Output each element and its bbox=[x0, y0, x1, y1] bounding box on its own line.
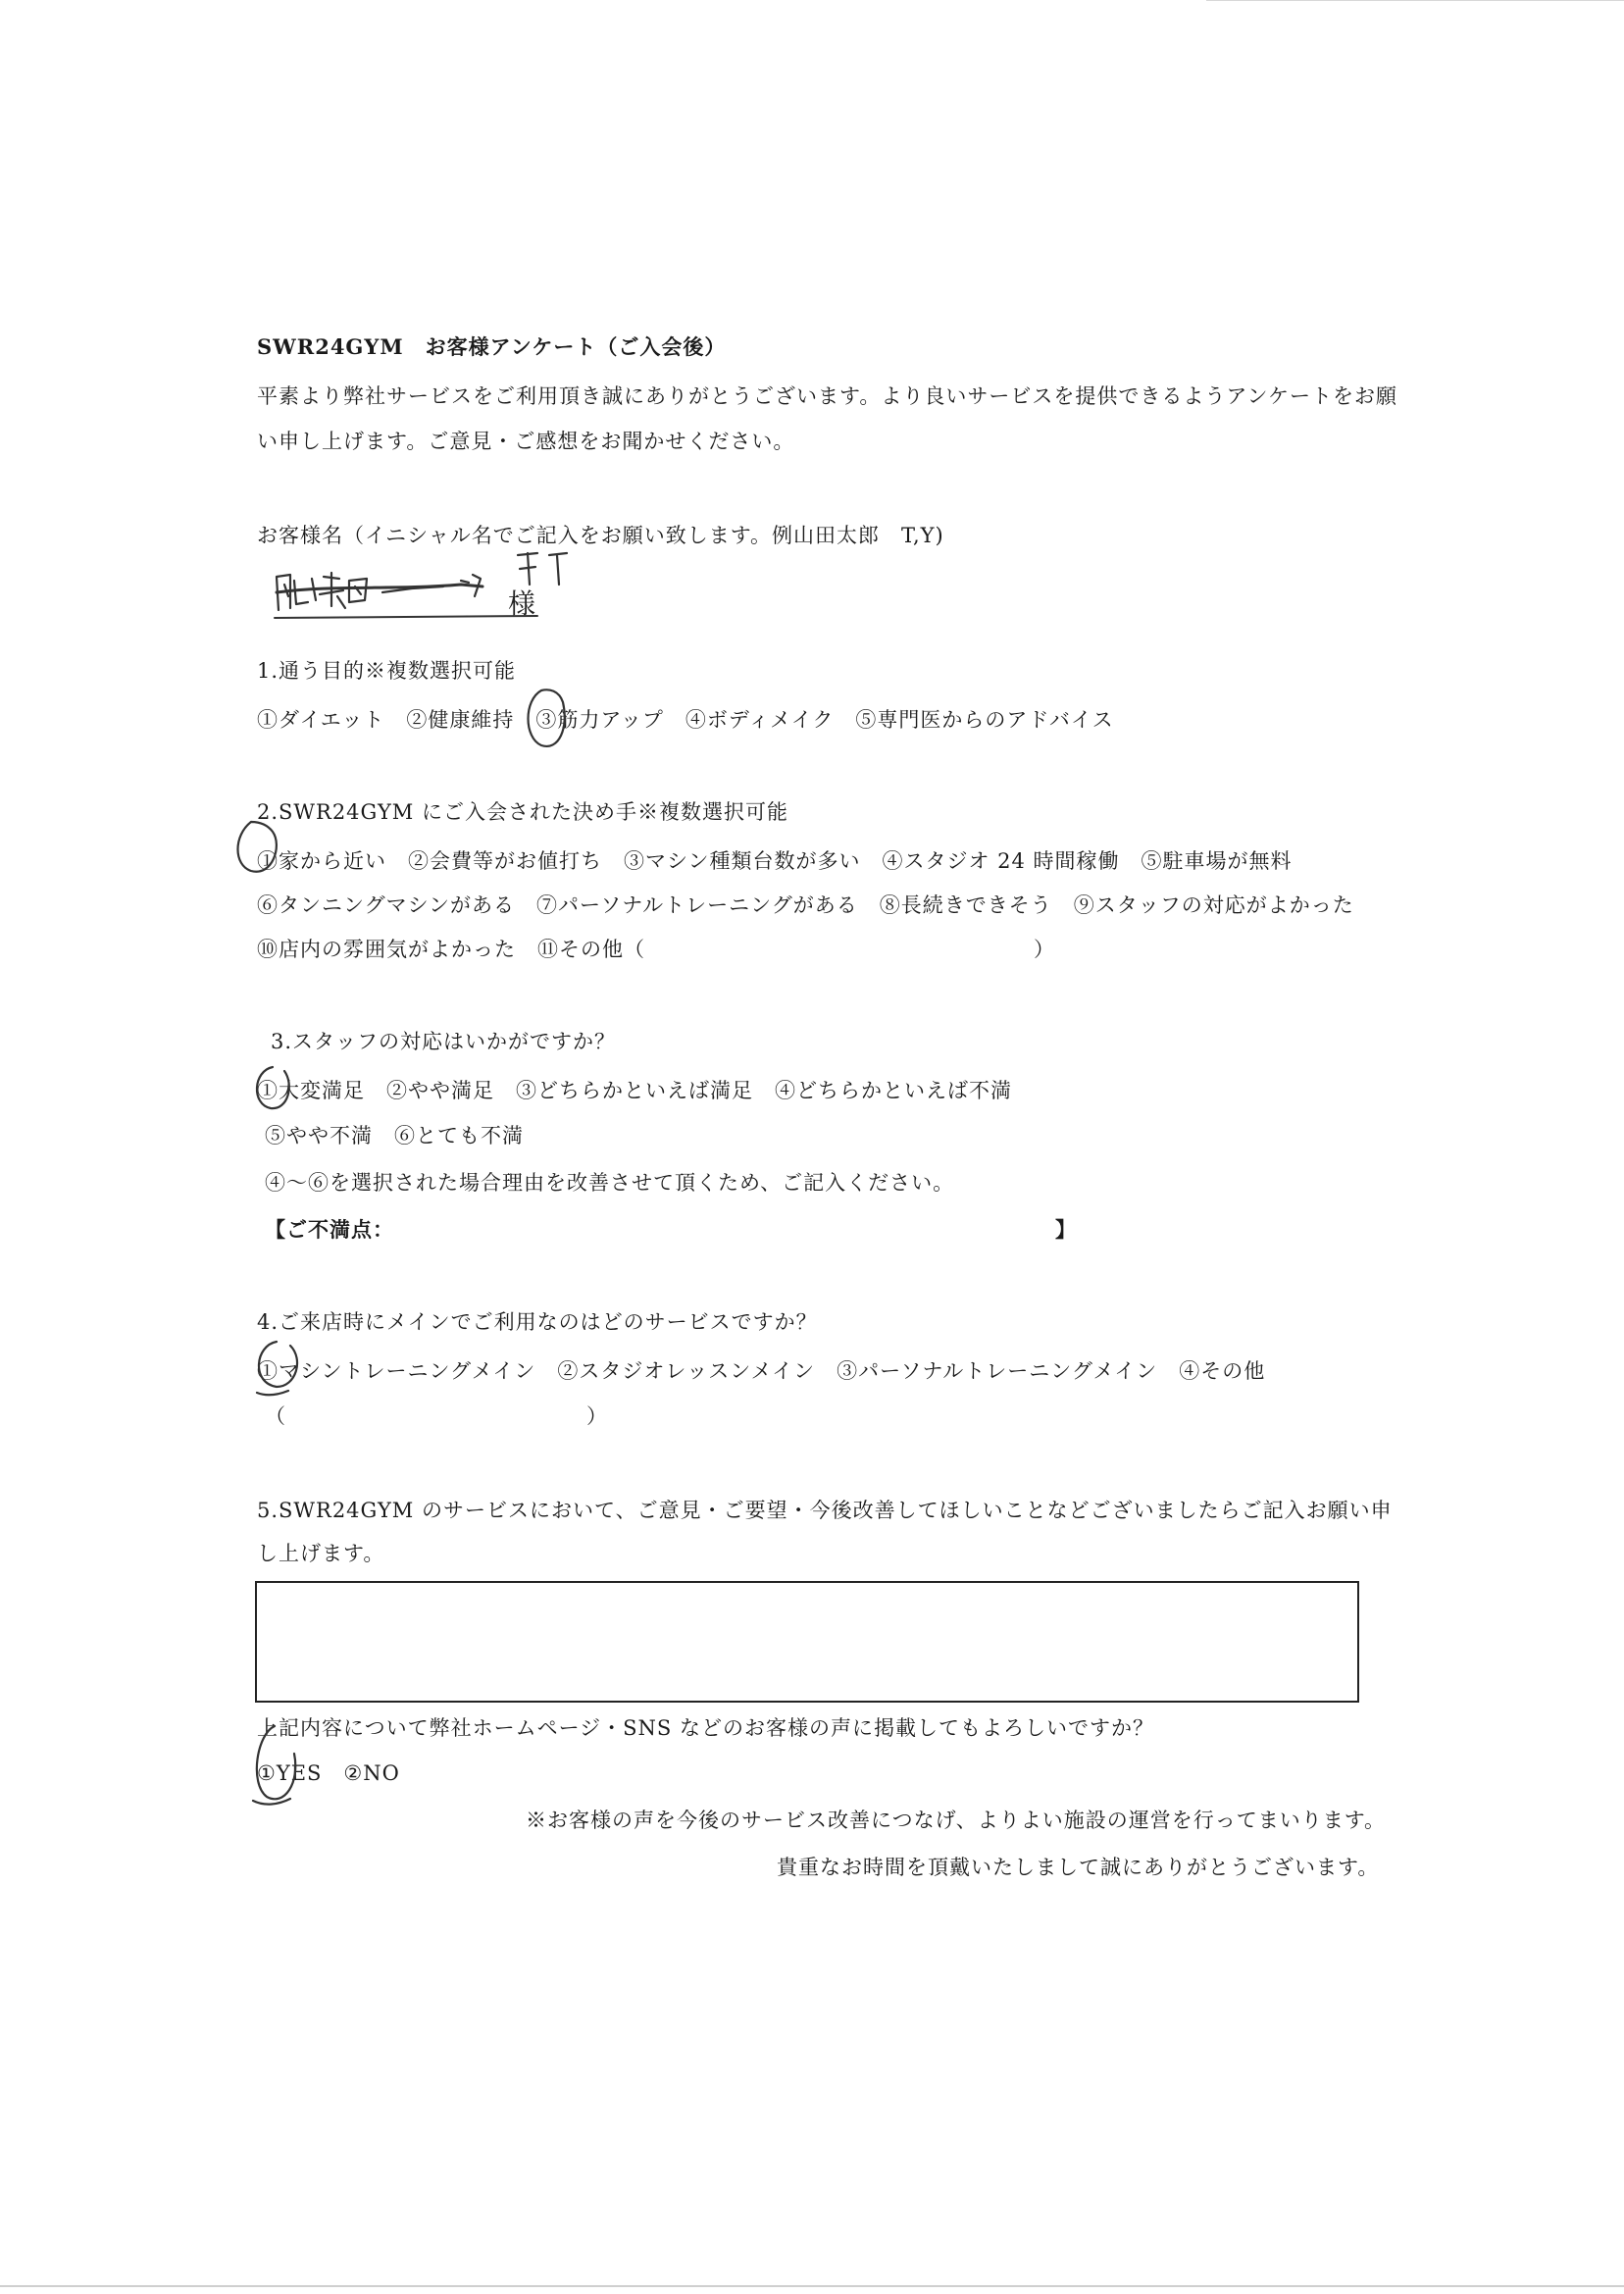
q1-question: 1.通う目的※複数選択可能 bbox=[257, 659, 517, 683]
intro-line-1: 平素より弊社サービスをご利用頂き誠にありがとうございます。より良いサービスを提供できるようアンケートをお願 bbox=[257, 384, 1398, 408]
customer-name-label: お客様名（イニシャル名でご記入をお願い致します。例山田太郎 T,Y) bbox=[257, 524, 944, 547]
q3-note: ④〜⑥を選択された場合理由を改善させて頂くため、ご記入ください。 bbox=[265, 1171, 955, 1195]
closing-line-2: 貴重なお時間を頂戴いたしまして誠にありがとうございます。 bbox=[777, 1856, 1380, 1879]
q5-question-line-1: 5.SWR24GYM のサービスにおいて、ご意見・ご要望・今後改善してほしいことなどございましたらご記入お願い申 bbox=[257, 1499, 1393, 1522]
initial-i-ink bbox=[549, 553, 567, 585]
scan-edge-top bbox=[1206, 0, 1624, 1]
q3-question: 3.スタッフの対応はいかがですか？ bbox=[271, 1030, 617, 1053]
scan-edge-bottom bbox=[0, 2285, 1624, 2287]
crossed-out-name bbox=[277, 573, 482, 610]
q2-question: 2.SWR24GYM にご入会された決め手※複数選択可能 bbox=[257, 800, 788, 824]
customer-suffix: 様 bbox=[508, 587, 536, 620]
q3-options-row-1[interactable]: ①大変満足 ②やや満足 ③どちらかといえば満足 ④どちらかといえば不満 bbox=[257, 1079, 1012, 1102]
q4-other-open-paren: （ bbox=[265, 1404, 286, 1428]
initial-f-ink bbox=[518, 553, 537, 585]
q4-question: 4.ご来店時にメインでご利用なのはどのサービスですか？ bbox=[257, 1310, 818, 1334]
q4-options[interactable]: ①マシントレーニングメイン ②スタジオレッスンメイン ③パーソナルトレーニングメイン ④その他 bbox=[257, 1359, 1266, 1383]
dissatisfaction-close: 】 bbox=[1055, 1217, 1077, 1242]
publish-question: 上記内容について弊社ホームページ・SNS などのお客様の声に掲載してもよろしいですか？ bbox=[257, 1716, 1154, 1740]
q2-options-row-1[interactable]: ①家から近い ②会費等がお値打ち ③マシン種類台数が多い ④スタジオ 24 時間稼働 ⑤駐車場が無料 bbox=[257, 849, 1293, 873]
name-underline bbox=[275, 616, 537, 618]
q3-options-row-2[interactable]: ⑤やや不満 ⑥とても不満 bbox=[265, 1124, 524, 1147]
intro-line-2: い申し上げます。ご意見・ご感想をお聞かせください。 bbox=[257, 430, 795, 453]
q4-other-close-paren: ） bbox=[586, 1404, 608, 1428]
comment-box[interactable] bbox=[255, 1581, 1359, 1703]
survey-title: SWR24GYM お客様アンケート（ご入会後） bbox=[257, 334, 727, 359]
q5-question-line-2: し上げます。 bbox=[257, 1542, 385, 1565]
closing-line-1: ※お客様の声を今後のサービス改善につなげ、よりよい施設の運営を行ってまいります。 bbox=[526, 1809, 1387, 1832]
q1-options[interactable]: ①ダイエット ②健康維持 ③筋力アップ ④ボディメイク ⑤専門医からのアドバイス bbox=[257, 708, 1114, 732]
dissatisfaction-label: 【ご不満点： bbox=[265, 1217, 394, 1242]
publish-options[interactable]: ①YES ②NO bbox=[257, 1761, 400, 1785]
q2-options-row-3[interactable]: ⑩店内の雰囲気がよかった ⑪その他（ ） bbox=[257, 938, 1055, 961]
q2-options-row-2[interactable]: ⑥タンニングマシンがある ⑦パーソナルトレーニングがある ⑧長続きできそう ⑨スタッフの対応がよかった bbox=[257, 893, 1354, 917]
